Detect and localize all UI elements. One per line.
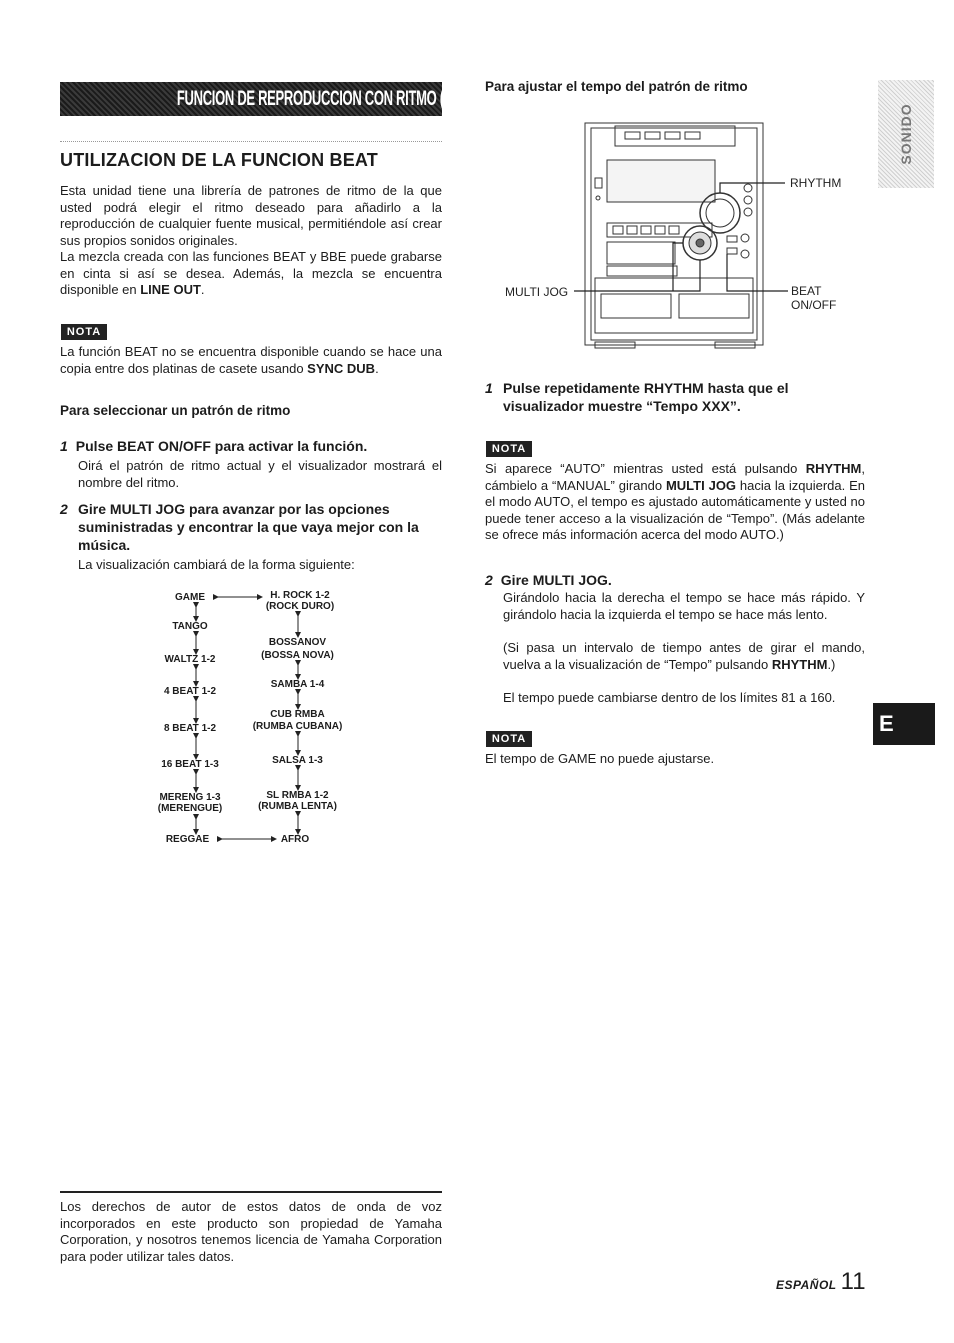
nota-badge-3: NOTA <box>486 731 532 747</box>
copyright-note: Los derechos de autor de estos datos de onda de voz incorporados en este producto son propiedad de Yamaha Corporation, y nosotros tenemos licencia de Yamaha Corporation para poder utilizar tales datos. <box>60 1199 442 1264</box>
rhythm-game: GAME <box>175 592 205 603</box>
select-pattern-heading: Para seleccionar un patrón de ritmo <box>60 403 291 418</box>
banner-title: FUNCION DE REPRODUCCION CON RITMO (BEAT MASTER DX) <box>176 87 559 110</box>
rhythm-merengue: (MERENGUE) <box>157 803 223 814</box>
step-2-title: 2 Gire MULTI JOG para avanzar por las opciones suministradas y encontrar la que vaya mejor con la música. <box>60 501 419 553</box>
nota-badge-2: NOTA <box>486 441 532 457</box>
rhythm-mereng: MERENG 1-3 <box>159 792 221 803</box>
rhythm-waltz: WALTZ 1-2 <box>164 654 216 665</box>
tempo-step-2-note: (Si pasa un intervalo de tiempo antes de girar el mando, vuelva a la visualización de “Tempo” pulsando RHYTHM.) <box>503 640 865 672</box>
cycle-arrows <box>150 588 370 850</box>
step-2-body: La visualización cambiará de la forma siguiente: <box>78 557 355 572</box>
nota-text-3: El tempo de GAME no puede ajustarse. <box>485 751 715 766</box>
rhythm-hrock: H. ROCK 1-2 <box>270 590 330 601</box>
label-on-off: ON/OFF <box>791 298 837 312</box>
nota-text-2: Si aparece “AUTO” mientras usted está pulsando RHYTHM, cámbielo a “MANUAL” girando MULTI JOG hacia la izquierda. En el modo AUTO, el tempo es ajustado automáticamente y usted no puede tener acceso a la visualización de “Tempo”. (Más adelante se ofrece más información acerca del modo AUTO.) <box>485 461 866 542</box>
tempo-heading: Para ajustar el tempo del patrón de ritmo <box>485 79 748 94</box>
footer-language: ESPAÑOL <box>776 1278 837 1292</box>
rhythm-tango: TANGO <box>172 621 208 632</box>
tempo-step-2-title: 2 Gire MULTI JOG. <box>485 572 612 588</box>
rhythm-reggae: REGGAE <box>165 834 210 845</box>
tempo-step-1-title: 1 Pulse repetidamente RHYTHM hasta que el visualizador muestre “Tempo XXX”. <box>485 380 789 414</box>
step-1-body: Oirá el patrón de ritmo actual y el visualizador mostrará el nombre del ritmo. <box>78 458 442 490</box>
rhythm-4beat: 4 BEAT 1-2 <box>163 686 217 697</box>
rhythm-salsa: SALSA 1-3 <box>272 755 323 766</box>
intro-paragraph-2: La mezcla creada con las funciones BEAT y BBE puede grabarse en cinta si así se desea. Además, la mezcla se encuentra disponible en LINE OUT. <box>60 249 442 297</box>
rhythm-rock-duro: (ROCK DURO) <box>265 601 335 612</box>
divider <box>60 141 442 142</box>
rhythm-samba: SAMBA 1-4 <box>270 679 325 690</box>
side-tab-sonido <box>878 80 934 188</box>
step-1-title: 1 Pulse BEAT ON/OFF para activar la función. <box>60 438 368 454</box>
rhythm-bossanov: BOSSANOV <box>268 637 327 648</box>
nota-text-1: La función BEAT no se encuentra disponible cuando se hace una copia entre dos platinas de casete usando SYNC DUB. <box>60 344 442 376</box>
page-number: 11 <box>840 1268 866 1295</box>
section-banner <box>60 82 559 116</box>
rhythm-bossa-nova: (BOSSA NOVA) <box>261 650 334 661</box>
stereo-unit-illustration <box>495 118 865 358</box>
page-footer <box>776 1268 866 1296</box>
rhythm-16beat: 16 BEAT 1-3 <box>161 759 219 770</box>
section-title: UTILIZACION DE LA FUNCION BEAT <box>60 150 378 170</box>
tempo-range: El tempo puede cambiarse dentro de los límites 81 a 160. <box>503 690 836 705</box>
stereo-diagram <box>495 118 865 358</box>
rhythm-sl-rmba: SL RMBA 1-2 <box>266 790 329 801</box>
rhythm-cub-rmba: CUB RMBA <box>270 709 325 720</box>
rhythm-8beat: 8 BEAT 1-2 <box>163 723 217 734</box>
language-tab <box>873 703 935 745</box>
rhythm-cycle-diagram <box>150 588 370 850</box>
rhythm-rumba-cubana: (RUMBA CUBANA) <box>252 721 343 732</box>
intro-paragraph-1: Esta unidad tiene una librería de patrones de ritmo de la que usted podrá elegir el ritmo deseado para añadirlo a la reproducción de cualquier fuente musical, permitiéndole así crear sus propios sonidos originales. <box>60 183 442 248</box>
tempo-step-2-body: Girándolo hacia la derecha el tempo se hace más rápido. Y girándolo hacia la izquierda el tempo se hace más lento. <box>503 590 865 622</box>
language-tab-label: E <box>879 711 894 736</box>
label-rhythm: RHYTHM <box>790 176 842 190</box>
footer-rule <box>60 1191 442 1193</box>
rhythm-rumba-lenta: (RUMBA LENTA) <box>258 801 337 812</box>
side-tab-label: SONIDO <box>898 103 914 165</box>
rhythm-afro: AFRO <box>280 834 310 845</box>
label-multi-jog: MULTI JOG <box>505 285 569 299</box>
nota-badge-1: NOTA <box>61 324 107 340</box>
label-beat: BEAT <box>791 284 822 298</box>
